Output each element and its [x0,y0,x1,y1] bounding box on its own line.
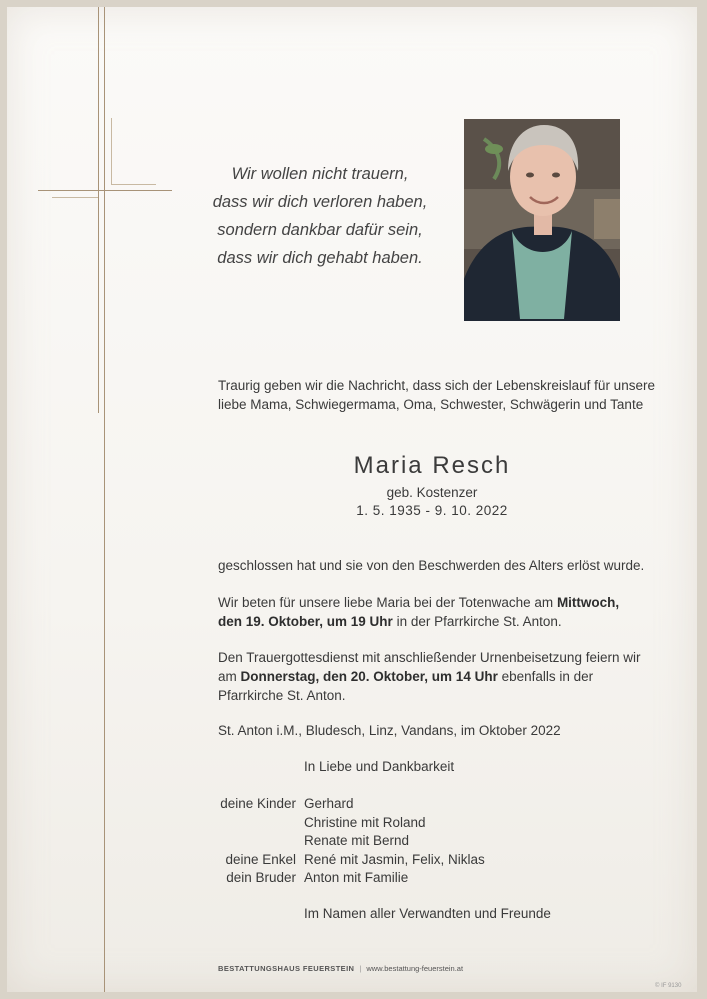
life-dates: 1. 5. 1935 - 9. 10. 2022 [356,503,508,518]
funeral-paragraph [218,648,658,705]
release-line: geschlossen hat und sie von den Beschwerden des Alters erlöst wurde. [218,558,645,573]
wake-text: Wir beten für unsere liebe Maria bei der Totenwache am [218,595,557,610]
signature-heading: In Liebe und Dankbarkeit [304,759,455,774]
place-date [218,721,658,740]
family-names: Gerhard [304,796,354,811]
funeral-line-1: Den Trauergottesdienst mit anschließender Urnenbeisetzung feiern wir [218,650,641,665]
family-relation: dein Bruder [226,870,296,885]
wake-paragraph [218,593,658,631]
footer [218,964,463,973]
cross-horizontal-line [38,190,172,191]
family-names: Renate mit Bernd [304,833,410,848]
website-link[interactable]: www.bestattung-feuerstein.at [366,964,464,973]
wake-line-2 [218,612,658,631]
family-row [150,851,485,870]
family-names: René mit Jasmin, Felix, Niklas [304,851,485,867]
quote-line: dass wir dich verloren haben, [212,193,428,211]
family-relation: deine Kinder [220,796,296,811]
announcement-text [218,376,658,414]
family-list [150,795,485,888]
family-row [150,795,485,814]
cross-horizontal-line-right [112,184,156,185]
wake-location: in der Pfarrkirche St. Anton. [392,614,562,629]
closing-line: Im Namen aller Verwandten und Freunde [304,906,551,921]
family-relation: deine Enkel [225,851,296,867]
print-code: © IF 9130 [655,983,682,989]
family-row [150,869,485,888]
funeral-line-3: Pfarrkirche St. Anton. [218,688,346,703]
funeral-text: am [218,669,241,684]
family-relation [150,814,304,833]
release-text [218,556,658,575]
announcement-line: liebe Mama, Schwiegermama, Oma, Schwester, Schwägerin und Tante [218,397,644,412]
memorial-quote [195,160,445,272]
quote-line: sondern dankbar dafür sein, [217,221,423,239]
announcement-line: Traurig geben wir die Nachricht, dass sich der Lebenskreislauf für unsere [218,378,655,393]
cross-vertical-line-short [111,118,112,185]
funeral-line-2 [218,667,658,686]
deceased-name: Maria Resch [353,452,511,479]
quote-line: dass wir dich gehabt haben. [217,249,423,267]
wake-date-time: den 19. Oktober, um 19 Uhr [218,614,393,629]
cross-vertical-line [98,7,99,413]
funeral-home-name: BESTATTUNGSHAUS FEUERSTEIN [218,964,355,973]
family-row [150,814,485,833]
family-names: Anton mit Familie [304,870,409,885]
funeral-date-time: Donnerstag, den 20. Oktober, um 14 Uhr [240,669,498,684]
portrait-photo [464,119,620,321]
portrait-illustration [464,119,620,321]
place-date-line: St. Anton i.M., Bludesch, Linz, Vandans, im Oktober 2022 [218,723,561,738]
footer-separator: | [359,964,362,973]
cross-horizontal-line-short [52,197,98,198]
wake-day: Mittwoch, [556,595,620,610]
quote-line: Wir wollen nicht trauern, [231,165,409,183]
family-relation [150,832,304,851]
family-row [150,832,485,851]
cross-vertical-line-long [104,7,105,992]
maiden-name: geb. Kostenzer [386,485,478,500]
wake-line-1 [218,593,658,612]
family-names: Christine mit Roland [304,814,426,830]
funeral-text-2: ebenfalls in der [497,669,594,684]
